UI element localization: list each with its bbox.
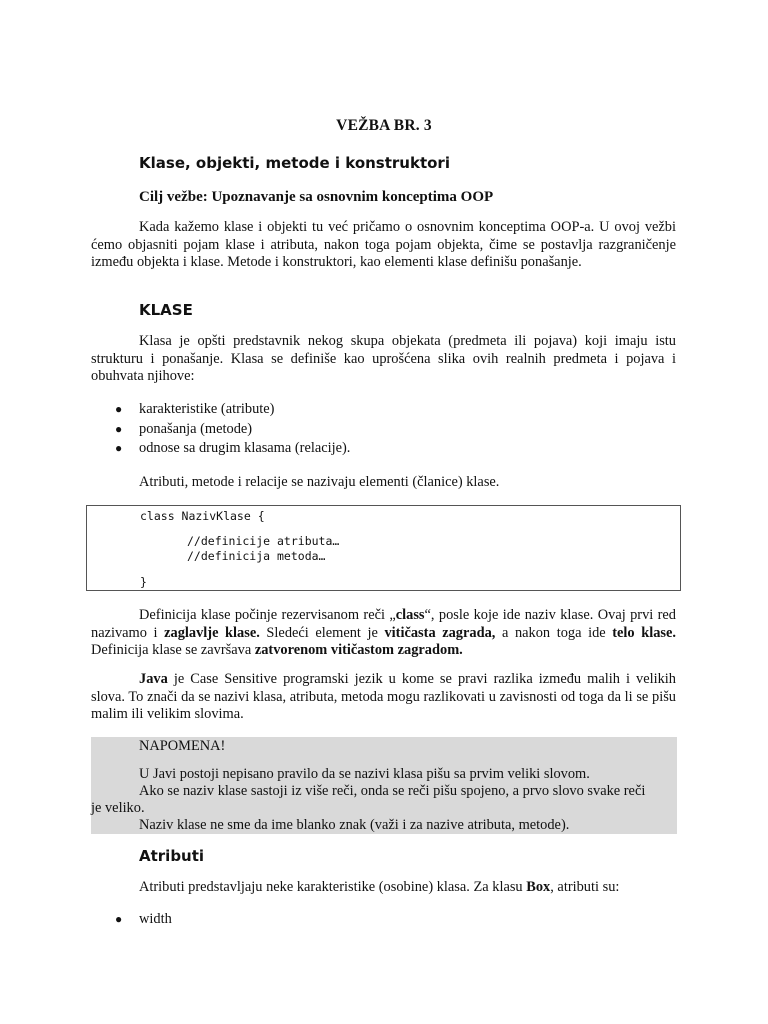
code-line-attributes: //definicije atributa… (187, 534, 340, 548)
note-line: U Javi postoji nepisano pravilo da se nazivi klasa pišu sa prvim veliki slovom. (139, 766, 590, 782)
atributi-line: Atributi predstavljaju neke karakteristike (osobine) klasa. Za klasu Box, atributi su: (139, 879, 620, 895)
bullet-icon: ● (115, 421, 123, 436)
section-heading-atributi: Atributi (139, 847, 205, 865)
attribute-list (91, 910, 172, 929)
exercise-title: VEŽBA BR. 3 (336, 117, 432, 134)
section-heading-klase: KLASE (139, 301, 193, 319)
note-box (91, 737, 677, 834)
bullet-icon: ● (115, 402, 123, 416)
java-paragraph: Java je Case Sensitive programski jezik u kome se pravi razlika između malih i velikih slova. To znači da se nazivi klasa, atributa, metoda mogu razlikovati u zavisnosti od toga da li se pišu malim ili velikim slovima. (91, 671, 676, 723)
class-features-list (91, 400, 676, 459)
code-line-class: class NazivKlase { (140, 509, 265, 523)
list-item: ● width (115, 911, 172, 927)
definition-paragraph: Definicija klase počinje rezervisanom reči „class“, posle koje ide naziv klase. Ovaj prvi red nazivamo i zaglavlje klase. Sledeći element je vitičasta zagrada, a nakon toga ide telo klase. Definicija klase se završava zatvorenom vitičastom zagradom. (91, 607, 676, 659)
heading-klase-objekti: Klase, objekti, metode i konstruktori (139, 154, 450, 172)
code-line-methods: //definicija metoda… (187, 549, 326, 563)
code-line-close: } (140, 575, 147, 589)
note-line: Naziv klase ne sme da ime blanko znak (važi i za nazive atributa, metode). (139, 817, 570, 833)
list-item: ● karakteristike (atribute) (91, 400, 676, 420)
klase-text: Klasa je opšti predstavnik nekog skupa objekata (predmeta ili pojava) koji imaju istu strukturu i ponašanje. Klasa se definiše kao uprošćena slika ovih realnih predmeta i pojava i obuhvata njihove: (91, 333, 676, 385)
klase-paragraph (91, 333, 676, 386)
elements-line: Atributi, metode i relacije se nazivaju elementi (članice) klase. (139, 474, 500, 490)
list-item: ● ponašanja (metode) (91, 420, 676, 440)
exercise-goal: Cilj vežbe: Upoznavanje sa osnovnim konceptima OOP (139, 189, 494, 205)
note-line: je veliko. (91, 800, 145, 816)
list-item: ● odnose sa drugim klasama (relacije). (91, 439, 676, 459)
intro-paragraph (91, 219, 676, 272)
bullet-icon: ● (115, 441, 123, 455)
code-block (86, 505, 681, 591)
note-title: NAPOMENA! (139, 738, 226, 754)
intro-text: Kada kažemo klase i objekti tu već pričamo o osnovnim konceptima OOP-a. U ovoj vežbi ćemo objasniti pojam klase i atributa, nakon toga pojam objekta, čime se postavlja razgraničenje između objekta i klase. Metode i konstruktori, kao elementi klase definišu ponašanje. (91, 219, 676, 271)
bullet-icon: ● (115, 912, 123, 926)
note-line: Ako se naziv klase sastoji iz više reči, onda se reči pišu spojeno, a prvo slovo svake reči (139, 783, 646, 799)
